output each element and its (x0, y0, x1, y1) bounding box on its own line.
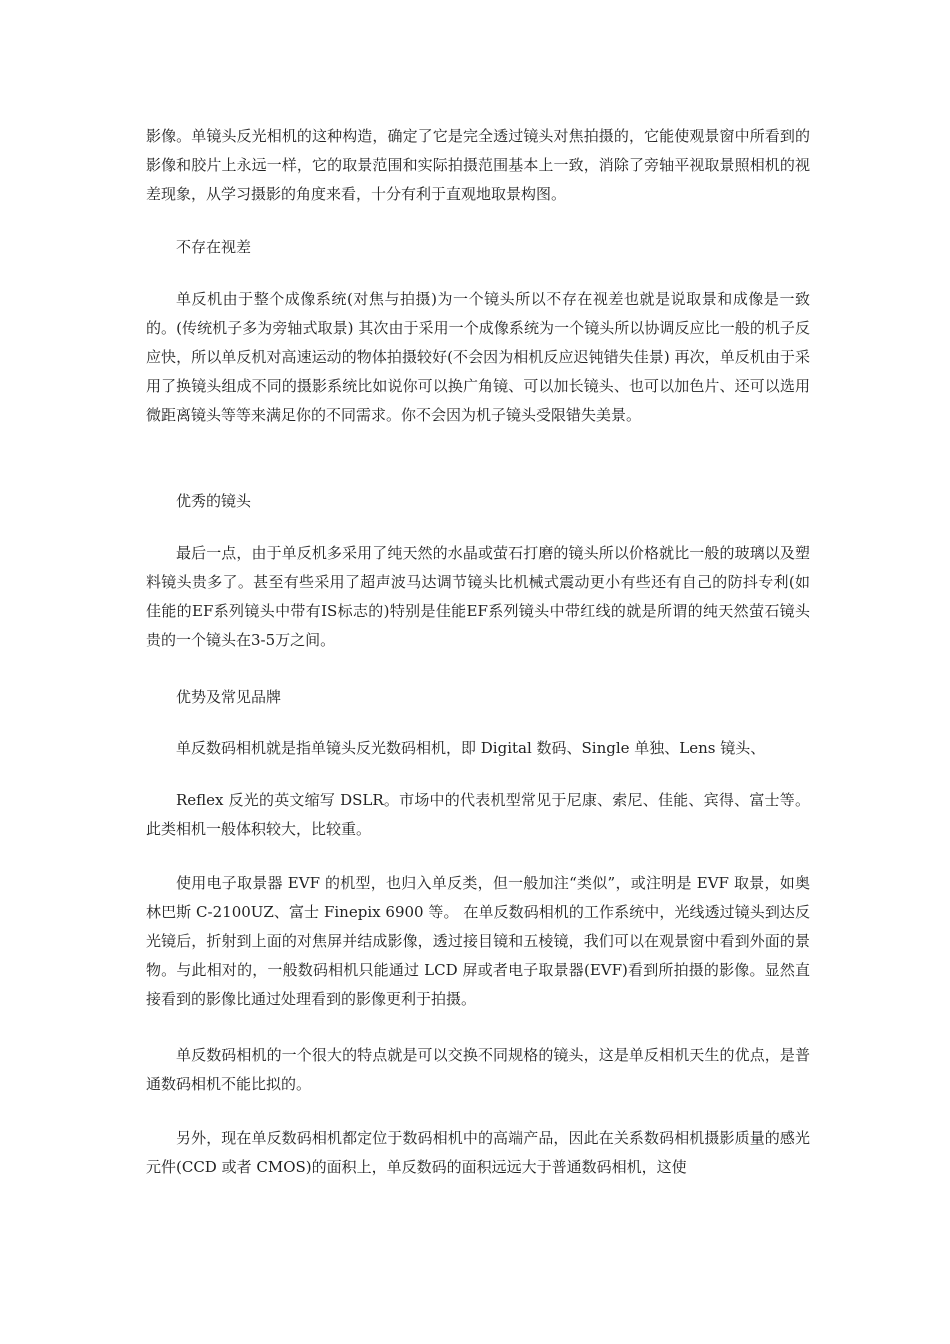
paragraph-dslr-brands: Reflex 反光的英文缩写 DSLR。市场中的代表机型常见于尼康、索尼、佳能、宾得、富士等。此类相机一般体积较大，比较重。 (146, 791, 810, 838)
paragraph-no-parallax: 单反机由于整个成像系统(对焦与拍摄)为一个镜头所以不存在视差也就是说取景和成像是一致的。(传统机子多为旁轴式取景) 其次由于采用一个成像系统为一个镜头所以协调反应比一般的机子反应快，所以单反机对高速运动的物体拍摄较好(不会因为相机反应迟钝错失佳景) 再次，单反机由于采用了换镜头组成不同的摄影系统比如说你可以换广角镜、可以加长镜头、也可以加色片、还可以选用微距离镜头等等来满足你的不同需求。你不会因为机子镜头受限错失美景。 (146, 290, 810, 424)
heading-no-parallax: 不存在视差 (176, 238, 252, 256)
heading-excellent-lens: 优秀的镜头 (176, 492, 252, 510)
paragraph-sensor-size: 另外，现在单反数码相机都定位于数码相机中的高端产品，因此在关系数码相机摄影质量的感光元件(CCD 或者 CMOS)的面积上，单反数码的面积远远大于普通数码相机，这使 (146, 1129, 810, 1176)
paragraph-viewfinder-intro: 影像。单镜头反光相机的这种构造，确定了它是完全透过镜头对焦拍摄的，它能使观景窗中所看到的影像和胶片上永远一样，它的取景范围和实际拍摄范围基本上一致，消除了旁轴平视取景照相机的视差现象，从学习摄影的角度来看，十分有利于直观地取景构图。 (146, 127, 810, 203)
paragraph-excellent-lens: 最后一点，由于单反机多采用了纯天然的水晶或萤石打磨的镜头所以价格就比一般的玻璃以及塑料镜头贵多了。甚至有些采用了超声波马达调节镜头比机械式震动更小有些还有自己的防抖专利(如佳能的EF系列镜头中带有IS标志的)特别是佳能EF系列镜头中带红线的就是所谓的纯天然萤石镜头贵的一个镜头在3-5万之间。 (146, 544, 810, 649)
paragraph-evf-models: 使用电子取景器 EVF 的机型，也归入单反类，但一般加注“类似”，或注明是 EVF 取景，如奥林巴斯 C-2100UZ、富士 Finepix 6900 等。 在单反数码相机的工作系统中，光线透过镜头到达反光镜后，折射到上面的对焦屏并结成影像，透过接目镜和五棱镜，我们可以在观景窗中看到外面的景物。与此相对的，一般数码相机只能通过 LCD 屏或者电子取景器(EVF)看到所拍摄的影像。显然直接看到的影像比通过处理看到的影像更利于拍摄。 (146, 874, 810, 1008)
heading-advantages-brands: 优势及常见品牌 (176, 688, 282, 706)
paragraph-interchangeable-lens: 单反数码相机的一个很大的特点就是可以交换不同规格的镜头，这是单反相机天生的优点，是普通数码相机不能比拟的。 (146, 1046, 810, 1093)
paragraph-dslr-definition: 单反数码相机就是指单镜头反光数码相机，即 Digital 数码、Single 单独、Lens 镜头、 (176, 739, 766, 757)
